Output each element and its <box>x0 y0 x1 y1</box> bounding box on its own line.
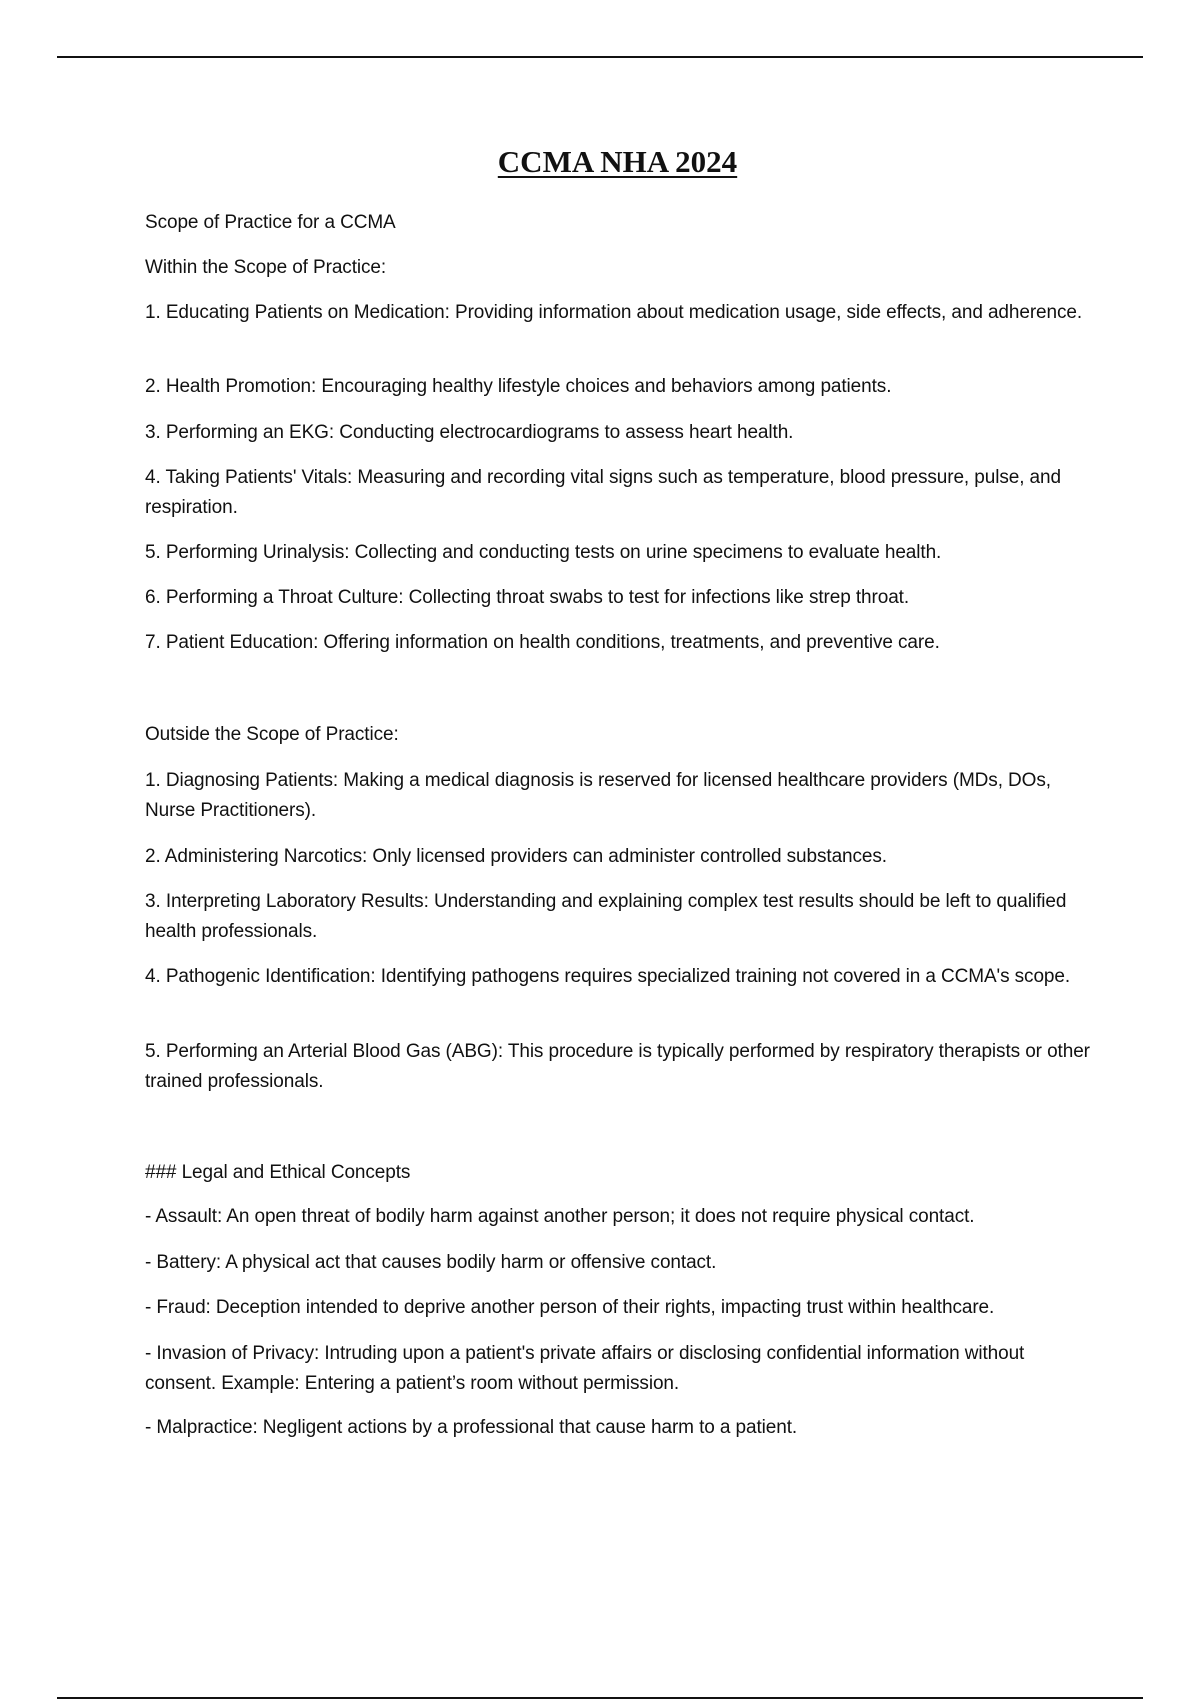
within-item-4: 4. Taking Patients' Vitals: Measuring and recording vital signs such as temperature, blood pressure, pulse, and respiration. <box>145 467 1061 518</box>
within-item-1: 1. Educating Patients on Medication: Providing information about medication usage, side effects, and adherence. <box>145 302 1083 323</box>
bottom-rule <box>57 1697 1143 1699</box>
legal-item-assault: - Assault: An open threat of bodily harm against another person; it does not require physical contact. <box>145 1206 975 1227</box>
legal-item-malpractice: - Malpractice: Negligent actions by a professional that cause harm to a patient. <box>145 1417 798 1438</box>
within-item-6: 6. Performing a Throat Culture: Collecting throat swabs to test for infections like strep throat. <box>145 587 910 608</box>
within-item-5: 5. Performing Urinalysis: Collecting and conducting tests on urine specimens to evaluate health. <box>145 542 942 563</box>
outside-scope-heading: Outside the Scope of Practice: <box>145 724 399 745</box>
legal-heading: ### Legal and Ethical Concepts <box>145 1162 411 1183</box>
legal-item-invasion-of-privacy: - Invasion of Privacy: Intruding upon a patient's private affairs or disclosing confidential information without consent. Example: Entering a patient’s room without permission. <box>145 1343 1025 1394</box>
within-item-2: 2. Health Promotion: Encouraging healthy lifestyle choices and behaviors among patients. <box>145 376 892 397</box>
outside-item-4: 4. Pathogenic Identification: Identifying pathogens requires specialized training not covered in a CCMA's scope. <box>145 966 1071 987</box>
outside-item-5: 5. Performing an Arterial Blood Gas (ABG): This procedure is typically performed by respiratory therapists or other trained professionals. <box>145 1041 1090 1092</box>
document-title <box>145 142 1090 182</box>
legal-item-battery: - Battery: A physical act that causes bodily harm or offensive contact. <box>145 1252 717 1273</box>
outside-item-2: 2. Administering Narcotics: Only licensed providers can administer controlled substances. <box>145 846 887 867</box>
within-item-7: 7. Patient Education: Offering information on health conditions, treatments, and preventive care. <box>145 632 940 653</box>
within-item-3: 3. Performing an EKG: Conducting electrocardiograms to assess heart health. <box>145 422 794 443</box>
outside-item-1: 1. Diagnosing Patients: Making a medical diagnosis is reserved for licensed healthcare providers (MDs, DOs, Nurse Practitioners). <box>145 770 1051 821</box>
within-scope-heading: Within the Scope of Practice: <box>145 257 387 278</box>
outside-item-3: 3. Interpreting Laboratory Results: Understanding and explaining complex test results should be left to qualified health professionals. <box>145 891 1067 942</box>
document-title-text: CCMA NHA 2024 <box>497 144 738 179</box>
scope-heading: Scope of Practice for a CCMA <box>145 212 396 233</box>
top-rule <box>57 56 1143 58</box>
legal-item-fraud: - Fraud: Deception intended to deprive another person of their rights, impacting trust within healthcare. <box>145 1297 995 1318</box>
